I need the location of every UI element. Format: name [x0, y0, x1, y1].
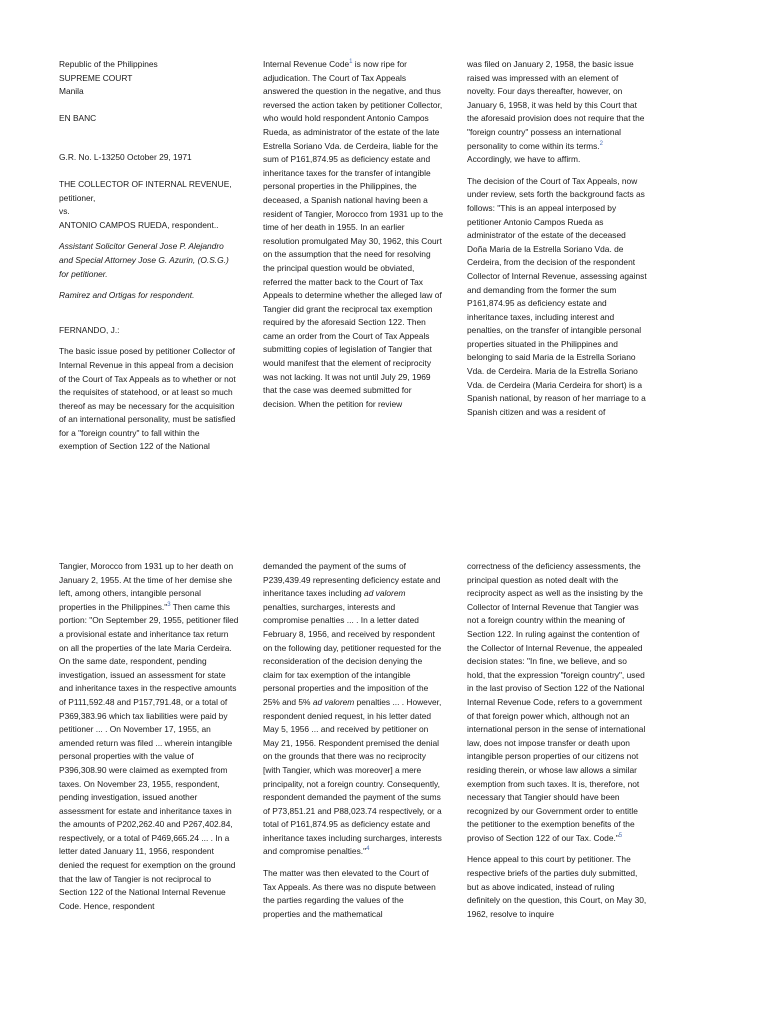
counsel-petitioner: Assistant Solicitor General Jose P. Alejandro and Special Attorney Jose G. Azurin, (O.S.G.) for petitioner.	[59, 241, 229, 279]
paragraph-9: Hence appeal to this court by petitioner. The respective briefs of the parties duly submitted, but as above indicated, instead of ruling definitely on the question, this Court, on May 30, 1962, resolve to inquire	[467, 854, 647, 919]
paragraph-5: Tangier, Morocco from 1931 up to her death on January 2, 1955. At the time of her demise she left, among others, intangible personal properties in the Philippines."$^3$ Then came this portion: "On September 29, 1955, petitioner filed a provisional estate and inheritance tax return on all the properties of the late Maria Cerdeira. On the same date, respondent, pending investigation, issued an assessment for state and inheritance taxes in the respective amounts of P111,592.48 and P157,791.48, or a total of P369,383.96 which tax liabilities were paid by petitioner ... . On November 17, 1955, an amended return was filed ... wherein intangible personal properties with the value of P396,308.90 were claimed as exempted from taxes. On November 23, 1955, respondent, pending investigation, issued another assessment for estate and inheritance taxes in the amounts of P202,262.40 and P267,402.84, respectively, or a total of P469,665.24 ... . In a letter dated January 11, 1956, respondent denied the request for exemption on the ground that the law of Tangier is not reciprocal to Section 122 of the National Internal Revenue Code. Hence, respondent	[59, 561, 239, 911]
paragraph-7: The matter was then elevated to the Court of Tax Appeals. As there was no dispute between the parties regarding the values of the properties and the mathematical	[263, 868, 436, 919]
footnote-ref-4[interactable]: 4	[366, 846, 370, 853]
versus: vs.	[59, 206, 70, 217]
paragraph-1: The basic issue posed by petitioner Collector of Internal Revenue in this appeal from a decision of the Court of Tax Appeals as to whether or not the requisites of statehood, or at least so much thereof as may be necessary for the acquisition of an international personality, must be satisfied for a "foreign country" to fall within the exemption of Section 122 of the National	[59, 346, 236, 452]
paragraph-4: The decision of the Court of Tax Appeals, now under review, sets forth the background facts as follows: "This is an appeal interposed by petitioner Antonio Campos Rueda as administrator of the estate of the deceased Doña Maria de la Estrella Soriano Vda. de Cerdeira, from the decision of the respondent Collector of Internal Revenue, assessing against and demanding from the former the sum P161,874.95 as deficiency estate and inheritance taxes, including interest and penalties, on the transfer of intangible personal properties situated in the Philippines and belonging to said Maria de la Estrella Soriano Vda. de Cerdeira. Maria de la Estrella Soriano Vda. de Cerdeira (Maria Cerdeira for short) is a Spanish national, by reason of her marriage to a Spanish citizen and was a resident of	[467, 175, 647, 417]
column-3-bottom	[467, 560, 647, 929]
footnote-ref-2[interactable]: 2	[599, 140, 603, 147]
paragraph-2: Internal Revenue Code$^1$ is now ripe for adjudication. The Court of Tax Appeals answered the question in the negative, and thus reversed the action taken by petitioner Collector, who would hold respondent Antonio Campos Rueda, as administrator of the estate of the late Estrella Soriano Vda. de Cerdeira, liable for the sum of P161,874.95 as deficiency estate and inheritance taxes for the transfer of intangible personal properties in the Philippines, the deceased, a Spanish national having been a resident of Tangier, Morocco from 1931 up to the time of her death in 1955. In an earlier resolution promulgated May 30, 1962, this Court on the assumption that the need for resolving the principal question would be obviated, referred the matter back to the Court of Tax Appeals to determine whether the alleged law of Tangier did grant the reciprocal tax exemption required by the aforesaid Section 122. Then came an order from the Court of Tax Appeals submitting copies of legislation of Tangier that would manifest that the element of reciprocity was not lacking. It was not until July 29, 1969 that the case was deemed submitted for decision. When the petition for review	[263, 59, 444, 409]
footnote-ref-1[interactable]: 1	[349, 59, 353, 66]
column-2-bottom	[263, 560, 443, 929]
paragraph-8: correctness of the deficiency assessments, the principal question as noted dealt with the reciprocity aspect as well as the insisting by the Collector of Internal Revenue that Tangier was not a foreign country within the meaning of Section 122. In ruling against the contention of the Collector of Internal Revenue, the appealed decision states: "In fine, we believe, and so hold, that the expression "foreign country", used in the last proviso of Section 122 of the National Internal Revenue Code, refers to a government of that foreign power which, although not an international person in the sense of international law, does not impose transfer or death upon intangible person properties of our citizens not residing therein, or whose law allows a similar exemption from such taxes. It is, therefore, not necessary that Tangier should have been recognized by our Government order to entitle the petitioner to the exemption benefits of the proviso of Section 122 of our Tax. Code."$^5$	[467, 561, 646, 843]
court-name: SUPREME COURT	[59, 72, 133, 83]
footnote-ref-3[interactable]: 3	[167, 601, 171, 608]
column-2-top	[263, 58, 443, 419]
petitioner-name: THE COLLECTOR OF INTERNAL REVENUE, petitioner,	[59, 178, 232, 203]
counsel-respondent: Ramirez and Ortigas for respondent.	[59, 290, 195, 301]
court-city: Manila	[59, 86, 84, 97]
division-label: EN BANC	[59, 112, 97, 123]
column-1-bottom	[59, 560, 239, 921]
ponente: FERNANDO, J.:	[59, 324, 120, 335]
paragraph-3: was filed on January 2, 1958, the basic issue raised was impressed with an element of novelty. Four days thereafter, however, on January 6, 1958, it was held by this Court that the aforesaid provision does not require that the "foreign country" possess an international personality to come within its terms.$^2$ Accordingly, we have to affirm.	[467, 59, 645, 165]
column-3-top	[467, 58, 647, 427]
case-number: G.R. No. L-13250 October 29, 1971	[59, 152, 192, 163]
republic-line: Republic of the Philippines	[59, 59, 158, 69]
footnote-ref-5[interactable]: 5	[618, 833, 623, 840]
column-1-top	[59, 58, 239, 462]
respondent-name: ANTONIO CAMPOS RUEDA, respondent..	[59, 219, 219, 230]
paragraph-6: demanded the payment of the sums of P239,439.49 representing deficiency estate and inheritance taxes including ad valorem penalties, surcharges, interests and compromise penalties ... . In a letter dated February 8, 1956, and received by respondent on the following day, petitioner requested for the reconsideration of the decision denying the claim for tax exemption of the intangible personal properties and the imposition of the 25% and 5% ad valorem penalties ... . However, respondent denied request, in his letter dated May 5, 1956 ... and received by petitioner on May 21, 1956. Respondent premised the denial on the grounds that there was no reciprocity [with Tangier, which was moreover] a mere principality, not a foreign country. Consequently, respondent demanded the payment of the sums of P73,851.21 and P88,023.74 respectively, or a total of P161,874.95 as deficiency estate and inheritance taxes including surcharges, interests and compromise penalties."$^4$	[263, 561, 442, 857]
